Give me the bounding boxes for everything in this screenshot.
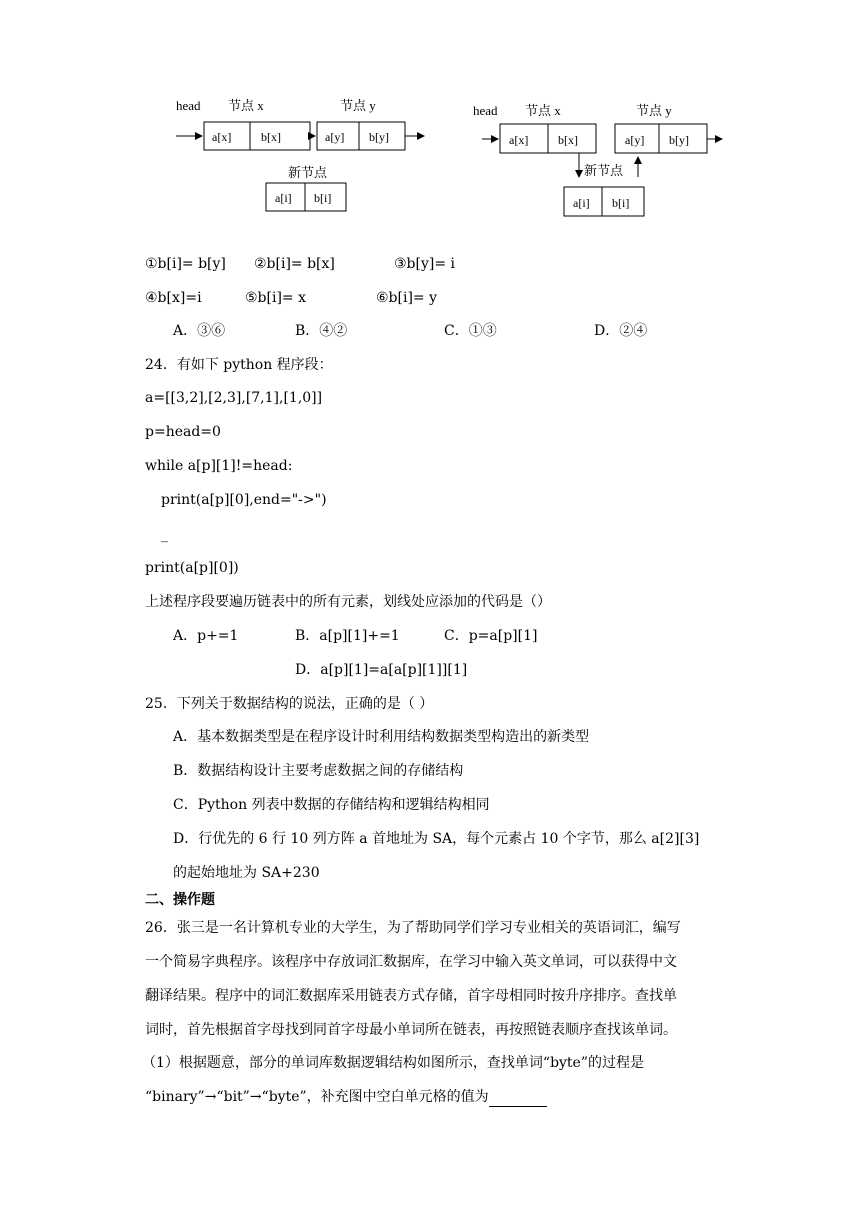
q25-option-d-cont: 的起始地址为 SA+230 (173, 865, 320, 881)
head-label: head (176, 98, 201, 113)
q26-line: 翻译结果。程序中的词汇数据库采用链表方式存储，首字母相同时按升序排序。查找单 (145, 988, 677, 1004)
cell-ay: a[y] (625, 133, 645, 147)
node-y-label: 节点 y (340, 98, 376, 113)
q26-line: 词时，首先根据首字母找到同首字母最小单词所在链表，再按照链表顺序查找该单词。 (145, 1022, 677, 1038)
q24-option-b: B．a[p][1]+=1 (295, 628, 400, 644)
code-line: while a[p][1]!=head: (145, 458, 293, 474)
code-line: a=[[3,2],[2,3],[7,1],[1,0]] (145, 390, 323, 406)
cell-ax: a[x] (509, 133, 529, 147)
code-line: print(a[p][0],end="->") (161, 492, 327, 508)
q26-subquestion: （1）根据题意，部分的单词库数据逻辑结构如图所示，查找单词“byte”的过程是 (142, 1055, 645, 1071)
q26-line: 一个简易字典程序。该程序中存放词汇数据库，在学习中输入英文单词，可以获得中文 (145, 954, 677, 970)
cell-by: b[y] (669, 133, 689, 147)
new-node-label: 新节点 (584, 163, 624, 178)
linked-list-diagram-right (468, 95, 738, 220)
code-line: print(a[p][0]) (145, 560, 239, 576)
q24-stem: 24．有如下 python 程序段： (145, 357, 333, 373)
cell-bi: b[i] (612, 196, 630, 210)
head-label: head (473, 103, 498, 118)
statement-2: ②b[i]= b[x] (254, 256, 335, 272)
q25-stem: 25．下列关于数据结构的说法，正确的是（ ） (145, 696, 434, 712)
cell-ay: a[y] (325, 130, 345, 144)
q24-option-a: A．p+=1 (173, 628, 239, 644)
statement-3: ③b[y]= i (394, 256, 456, 272)
q24-option-c: C．p=a[p][1] (444, 628, 538, 644)
q26-line-text: “binary”→“bit”→“byte”，补充图中空白单元格的值为 (145, 1089, 489, 1105)
cell-bx: b[x] (558, 133, 578, 147)
node-y-label: 节点 y (636, 103, 672, 118)
q23-option-b: B．④② (295, 323, 348, 339)
cell-ai: a[i] (573, 196, 590, 210)
q24-question: 上述程序段要遍历链表中的所有元素，划线处应添加的代码是（） (145, 594, 551, 610)
q23-option-a: A．③⑥ (173, 323, 226, 339)
q26-line-last (145, 1087, 547, 1107)
node-x-label: 节点 x (525, 103, 561, 118)
code-blank: _ (161, 527, 168, 543)
q25-option-a: A．基本数据类型是在程序设计时利用结构数据类型构造出的新类型 (173, 729, 590, 745)
new-node-label: 新节点 (288, 165, 328, 180)
cell-ai: a[i] (275, 191, 292, 205)
cell-bx: b[x] (261, 130, 281, 144)
q25-option-c: C．Python 列表中数据的存储结构和逻辑结构相同 (173, 797, 490, 813)
statement-6: ⑥b[i]= y (376, 290, 438, 306)
q23-option-d: D．②④ (594, 323, 648, 339)
section-title: 二、操作题 (145, 892, 215, 908)
node-x-label: 节点 x (228, 98, 264, 113)
statement-4: ④b[x]=i (145, 290, 202, 306)
cell-bi: b[i] (314, 191, 332, 205)
q26-line: 26．张三是一名计算机专业的大学生，为了帮助同学们学习专业相关的英语词汇，编写 (145, 920, 681, 936)
cell-ax: a[x] (212, 130, 232, 144)
answer-blank[interactable] (489, 1092, 547, 1107)
q25-option-d: D．行优先的 6 行 10 列方阵 a 首地址为 SA，每个元素占 10 个字节，那么 a[2][3] (173, 831, 700, 847)
cell-by: b[y] (369, 130, 389, 144)
q25-option-b: B．数据结构设计主要考虑数据之间的存储结构 (173, 763, 464, 779)
statement-5: ⑤b[i]= x (245, 290, 306, 306)
linked-list-diagram-left (170, 92, 440, 217)
code-line: p=head=0 (145, 424, 221, 440)
q23-option-c: C．①③ (444, 323, 497, 339)
q24-option-d: D．a[p][1]=a[a[p][1]][1] (295, 662, 468, 678)
statement-1: ①b[i]= b[y] (145, 256, 226, 272)
